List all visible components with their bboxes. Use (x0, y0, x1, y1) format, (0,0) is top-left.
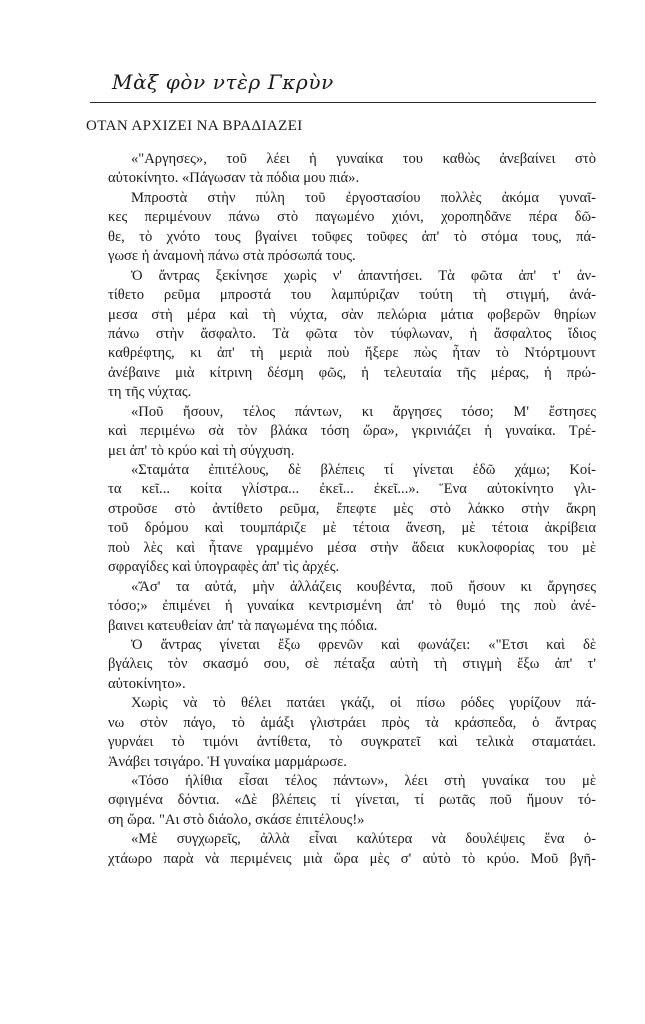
text-line: τοῦ δρόμου καὶ τουμπάριζε μὲ τέτοια ἄνεση, μὲ τέτοια ἀκρίβεια (108, 520, 596, 537)
text-line: αὐτοκίνητο». (108, 675, 186, 692)
text-line: βαινει κατευθείαν ἀπ' τὰ παγωμένα της πόδια. (108, 617, 378, 634)
text-line: αὐτοκίνητο. «Πάγωσαν τὰ πόδια μου πιά». (108, 170, 360, 187)
text-line: στροῦσε στὸ ἀντίθετο ρεῦμα, ἔπεφτε μὲς στὸ λάκκο στὴν ἄκρη (108, 500, 596, 517)
text-line: τα κεῖ... κοίτα γλίστρα... ἐκεῖ... ἐκεῖ...». Ἕνα αὐτοκίνητο γλι- (108, 481, 596, 498)
text-line: ση ὥρα. "Αι στὸ διάολο, σκάσε ἐπιτέλους!» (108, 811, 365, 828)
text-line: ποὺ λὲς καὶ ἦτανε γραμμένο μέσα στὴν ἄδεια κυκλοφορίας του μὲ (108, 539, 596, 556)
text-line: καὶ περιμένω σὰ τὸν βλάκα τόση ὥρα», γκρινιάζει ἡ γυναίκα. Τρέ- (108, 423, 596, 440)
text-line: καθρέφτης, κι ἀπ' τὴ μεριὰ ποὺ ἤξερε πὼς ἦταν τὸ Ντόρτμουντ (108, 345, 596, 362)
text-line: Ὁ ἄντρας ξεκίνησε χωρὶς ν' ἀπαντήσει. Τὰ φῶτα ἀπ' τ' ἀν- (131, 267, 596, 284)
text-line: μεσα στὴ μέρα καὶ τὴ νύχτα, σὰν πελώρια μάτια φοβερῶν θηρίων (108, 306, 596, 323)
text-line: «Μὲ συγχωρεῖς, ἀλλὰ εἶναι καλύτερα νὰ δουλέψεις ἕνα ὀ- (131, 831, 596, 848)
text-line: «"Αργησες», τοῦ λέει ἡ γυναίκα του καθὼς ἀνεβαίνει στὸ (131, 151, 596, 167)
text-line: «Τόσο ἠλίθια εἶσαι τέλος πάντων», λέει στὴ γυναίκα του μὲ (131, 773, 596, 789)
running-header (90, 64, 596, 103)
text-line: θε, τὸ χνότο τους βγαίνει τοῦφες τοῦφες ἀπ' τὸ στόμα τους, πά- (108, 228, 596, 245)
text-line: σφραγίδες καὶ ὑπογραφὲς ἀπ' τὶς ἀρχές. (108, 559, 340, 576)
text-line: βγάλεις τὸν σκασμό σου, σὲ πέταξα αὐτὴ τὴ στιγμὴ ἔξω ἀπ' τ' (108, 656, 596, 673)
text-line: Ὁ ἄντρας γίνεται ἔξω φρενῶν καὶ φωνάζει: «"Ετσι καὶ δὲ (131, 636, 596, 653)
text-line: Μπροστὰ στὴν πύλη τοῦ ἐργοστασίου πολλὲς ἀκόμα γυναῖ- (131, 189, 596, 206)
text-line: γυρνάει τὸ τιμόνι ἀντίθετα, τὸ συγκρατεῖ καὶ τελικὰ σταματάει. (108, 734, 596, 751)
story-body (108, 150, 596, 869)
running-header-author: Μὰξ φὸν ντὲρ Γκρὺν (112, 70, 334, 94)
text-line: τη τῆς νύχτας. (108, 384, 192, 401)
text-line: μει ἀπ' τὸ κρύο καὶ τὴ σύγχυση. (108, 442, 295, 459)
text-line: Ἀνάβει τσιγάρο. Ἡ γυναίκα μαρμάρωσε. (108, 753, 347, 770)
text-line: ἀνέβαινε μιὰ κίτρινη δέσμη φῶς, ἡ τελευταία τῆς μέρας, ἡ πρώ- (108, 364, 596, 381)
story-title: ΟΤΑΝ ΑΡΧΙΖΕΙ ΝΑ ΒΡΑΔΙΑΖΕΙ (86, 118, 303, 134)
text-line: «Ἄσ' τα αὐτά, μὴν ἀλλάζεις κουβέντα, ποῦ ἤσουν κι ἄργησες (131, 578, 596, 595)
text-line: σφιγμένα δόντια. «Δὲ βλέπεις τί γίνεται, τί ρωτᾶς ποῦ ἤμουν τό- (108, 792, 596, 809)
text-line: «Ποῦ ἤσουν, τέλος πάντων, κι ἄργησες τόσο; Μ' ἔστησες (131, 403, 596, 420)
text-line: γωσε ἡ ἀναμονὴ πάνω στὰ πρόσωπά τους. (108, 248, 356, 265)
text-line: πάνω στὴν ἄσφαλτο. Τὰ φῶτα τὸν τύφλωναν, ἡ ἄσφαλτος ἴδιος (108, 325, 596, 342)
text-line: κες περιμένουν πάνω στὸ παγωμένο χιόνι, χοροπηδᾶνε πέρα δῶ- (108, 209, 596, 226)
text-line: «Σταμάτα ἐπιτέλους, δὲ βλέπεις τί γίνεται ἐδῶ χάμω; Κοί- (131, 462, 596, 478)
text-line: τίθετο ρεῦμα μπροστά του λαμπύριζαν τούτη τὴ στιγμή, ἀνά- (108, 287, 596, 304)
text-line: τόσο;» ἐπιμένει ἡ γυναίκα κεντρισμένη ἀπ' τὸ θυμό της ποὺ ἀνέ- (108, 598, 596, 615)
text-line: Χωρὶς νὰ τὸ θέλει πατάει γκάζι, οἱ πίσω ρόδες γυρίζουν πά- (131, 695, 596, 712)
text-line: χτάωρο παρὰ νὰ περιμένεις μιὰ ὥρα μὲς σ' αὐτὸ τὸ κρύο. Μοῦ βγῆ- (108, 850, 596, 867)
text-line: νω στὸν πάγο, τὸ ἁμάξι γλιστράει πρὸς τὰ κράσπεδα, ὁ ἄντρας (108, 714, 596, 731)
